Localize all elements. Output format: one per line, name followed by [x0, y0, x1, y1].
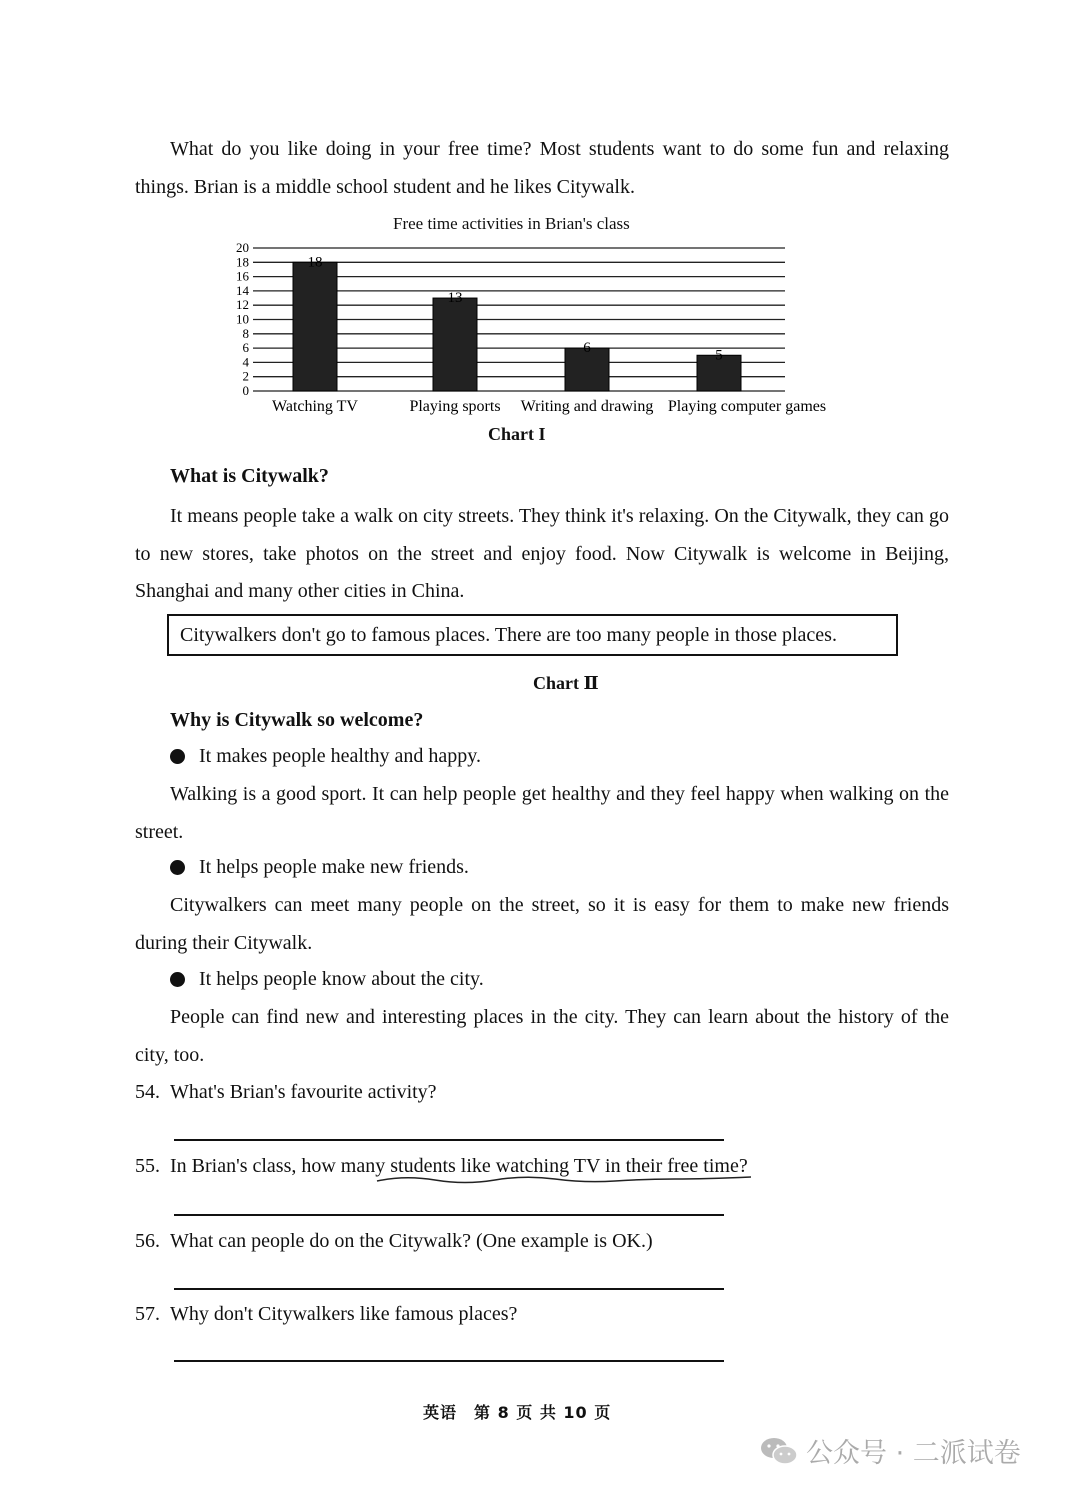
bullet-item [170, 745, 481, 768]
y-tick-label: 6 [242, 340, 249, 356]
y-tick-label: 18 [236, 254, 249, 270]
data-label: 5 [715, 347, 723, 364]
section-heading-what: What is Citywalk? [170, 465, 329, 487]
chart-1-caption: Chart I [488, 424, 546, 444]
page-footer: 英语 第 8 页 共 10 页 [423, 1403, 612, 1422]
section-paragraph-what: It means people take a walk on city streets. They think it's relaxing. On the Citywalk, they can go to new stores, take photos on the street and enjoy food. Now Citywalk is welcome in Beijing, Shanghai and many other cities in China. [135, 505, 949, 602]
bar-chart [225, 238, 845, 420]
bullet-dot-icon [170, 749, 185, 764]
bullet-item [170, 968, 484, 991]
bullet-paragraph: Walking is a good sport. It can help people get healthy and they feel happy when walking on the street. [135, 783, 949, 843]
chart-title: Free time activities in Brian's class [393, 214, 630, 233]
x-category-label: Playing sports [409, 398, 501, 415]
answer-line[interactable] [174, 1360, 724, 1362]
y-tick-label: 16 [236, 268, 249, 284]
y-tick-label: 0 [242, 383, 249, 398]
wechat-logo-icon [760, 1436, 798, 1466]
question [135, 1230, 653, 1253]
y-tick-label: 4 [242, 354, 249, 370]
x-category-label: Writing and drawing [520, 398, 654, 415]
bullet-item [170, 856, 469, 879]
y-tick-label: 14 [236, 282, 249, 298]
question-number: 54. [135, 1081, 160, 1103]
question [135, 1081, 437, 1104]
bullet-text: It helps people know about the city. [199, 968, 484, 990]
section-heading-why: Why is Citywalk so welcome? [170, 709, 424, 731]
watermark [760, 1431, 1021, 1470]
bar [293, 262, 337, 391]
question-number: 55. [135, 1155, 160, 1177]
handwritten-underline-icon [375, 1172, 755, 1186]
bullet-text: It helps people make new friends. [199, 856, 469, 878]
y-tick-label: 8 [242, 325, 249, 341]
answer-line[interactable] [174, 1139, 724, 1141]
question-text: Why don't Citywalkers like famous places? [170, 1303, 518, 1325]
y-tick-label: 12 [236, 297, 249, 313]
y-tick-label: 2 [242, 368, 249, 384]
answer-line[interactable] [174, 1288, 724, 1290]
note-box: Citywalkers don't go to famous places. There are too many people in those places. [167, 614, 898, 656]
bar [433, 298, 477, 391]
question-number: 56. [135, 1230, 160, 1252]
data-label: 18 [307, 254, 323, 271]
data-label: 13 [447, 290, 463, 307]
bullet-text: It makes people healthy and happy. [199, 745, 481, 767]
bullet-dot-icon [170, 972, 185, 987]
watermark-text: 公众号 · 二派试卷 [806, 1438, 1021, 1469]
question-text: What's Brian's favourite activity? [170, 1081, 437, 1103]
y-tick-label: 10 [236, 311, 249, 327]
chart-2-caption: Chart Ⅱ [533, 673, 599, 693]
question-number: 57. [135, 1303, 160, 1325]
answer-line[interactable] [174, 1214, 724, 1216]
question-text: What can people do on the Citywalk? (One example is OK.) [170, 1230, 653, 1252]
intro-paragraph: What do you like doing in your free time? Most students want to do some fun and relaxing things. Brian is a middle school student and he likes Citywalk. [135, 138, 949, 198]
bullet-dot-icon [170, 860, 185, 875]
y-tick-label: 20 [236, 240, 249, 255]
question-text: In Brian's class, how many students like watching TV in their free time? [170, 1155, 748, 1177]
question [135, 1303, 517, 1326]
bullet-paragraph: Citywalkers can meet many people on the street, so it is easy for them to make new friends during their Citywalk. [135, 894, 949, 954]
x-category-label: Watching TV [272, 398, 358, 415]
x-category-label: Playing computer games [667, 398, 827, 415]
data-label: 6 [583, 340, 591, 357]
bullet-paragraph: People can find new and interesting places in the city. They can learn about the history of the city, too. [135, 1006, 949, 1066]
